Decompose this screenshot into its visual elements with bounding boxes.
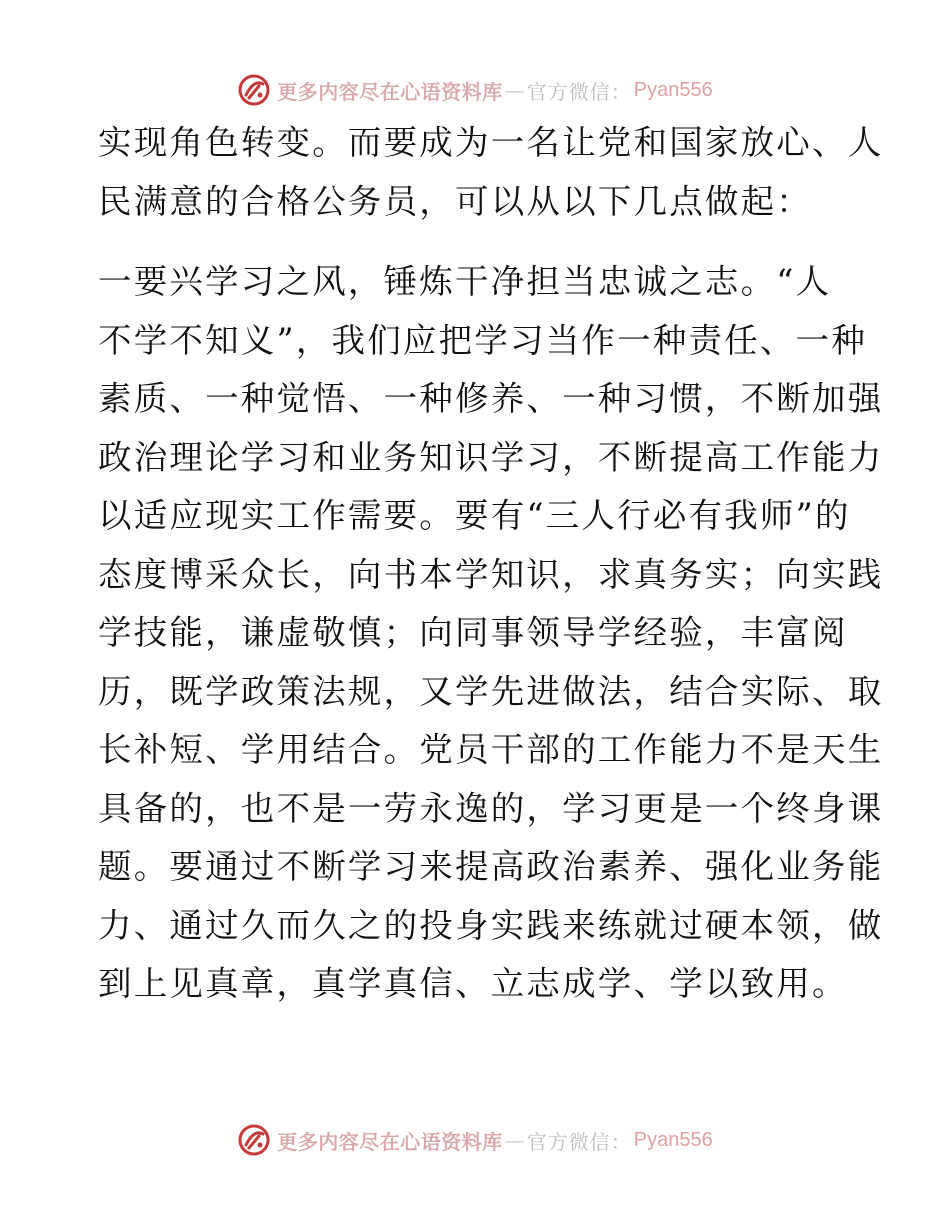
text-line: 民满意的合格公务员，可以从以下几点做起： [98, 181, 812, 221]
text-line: 具备的，也不是一劳永逸的，学习更是一个终身课 [98, 788, 884, 828]
text-line: 以适应现实工作需要。要有“三人行必有我师”的 [98, 496, 851, 535]
text-line: 到上见真章，真学真信、立志成学、学以致用。 [98, 964, 848, 1003]
brand-logo-icon [237, 73, 271, 107]
watermark-text: 更多内容尽在心语资料库 [277, 79, 503, 104]
watermark-wechat-id: Pyan556 [633, 1128, 713, 1151]
paragraph-intro [98, 114, 884, 231]
text-line: 题。要通过不断学习来提高政治素养、强化业务能 [98, 847, 884, 886]
watermark-wechat-id: Pyan556 [633, 78, 713, 101]
text-line: 学技能，谦虚敬慎；向同事领导学经验，丰富阅 [98, 613, 848, 652]
text-line: 长补短、学用结合。党员干部的工作能力不是天生 [98, 730, 884, 769]
text-line: 不学不知义”，我们应把学习当作一种责任、一种 [98, 320, 868, 360]
text-line: 实现角色转变。而要成为一名让党和国家放心、人 [98, 123, 884, 162]
watermark-text: 更多内容尽在心语资料库 [277, 1129, 503, 1154]
text-line: 一要兴学习之风，锤炼干净担当忠诚之志。“人 [98, 262, 832, 301]
text-line: 政治理论学习和业务知识学习，不断提高工作能力 [98, 437, 884, 477]
document-body [98, 114, 884, 1014]
paragraph-study [98, 253, 884, 1014]
text-line: 力、通过久而久之的投身实践来练就过硬本领，做 [98, 905, 884, 945]
brand-logo-icon [237, 1123, 271, 1157]
watermark-official-label: 官方微信： [526, 79, 632, 104]
watermark-separator: — [504, 1128, 525, 1152]
header-watermark [0, 70, 950, 110]
footer-watermark [0, 1120, 950, 1160]
watermark-separator: — [504, 78, 525, 102]
text-line: 态度博采众长，向书本学知识，求真务实；向实践 [98, 554, 884, 594]
text-line: 历，既学政策法规，又学先进做法，结合实际、取 [98, 671, 884, 711]
text-line: 素质、一种觉悟、一种修养、一种习惯，不断加强 [98, 379, 884, 418]
watermark-official-label: 官方微信： [526, 1129, 632, 1154]
